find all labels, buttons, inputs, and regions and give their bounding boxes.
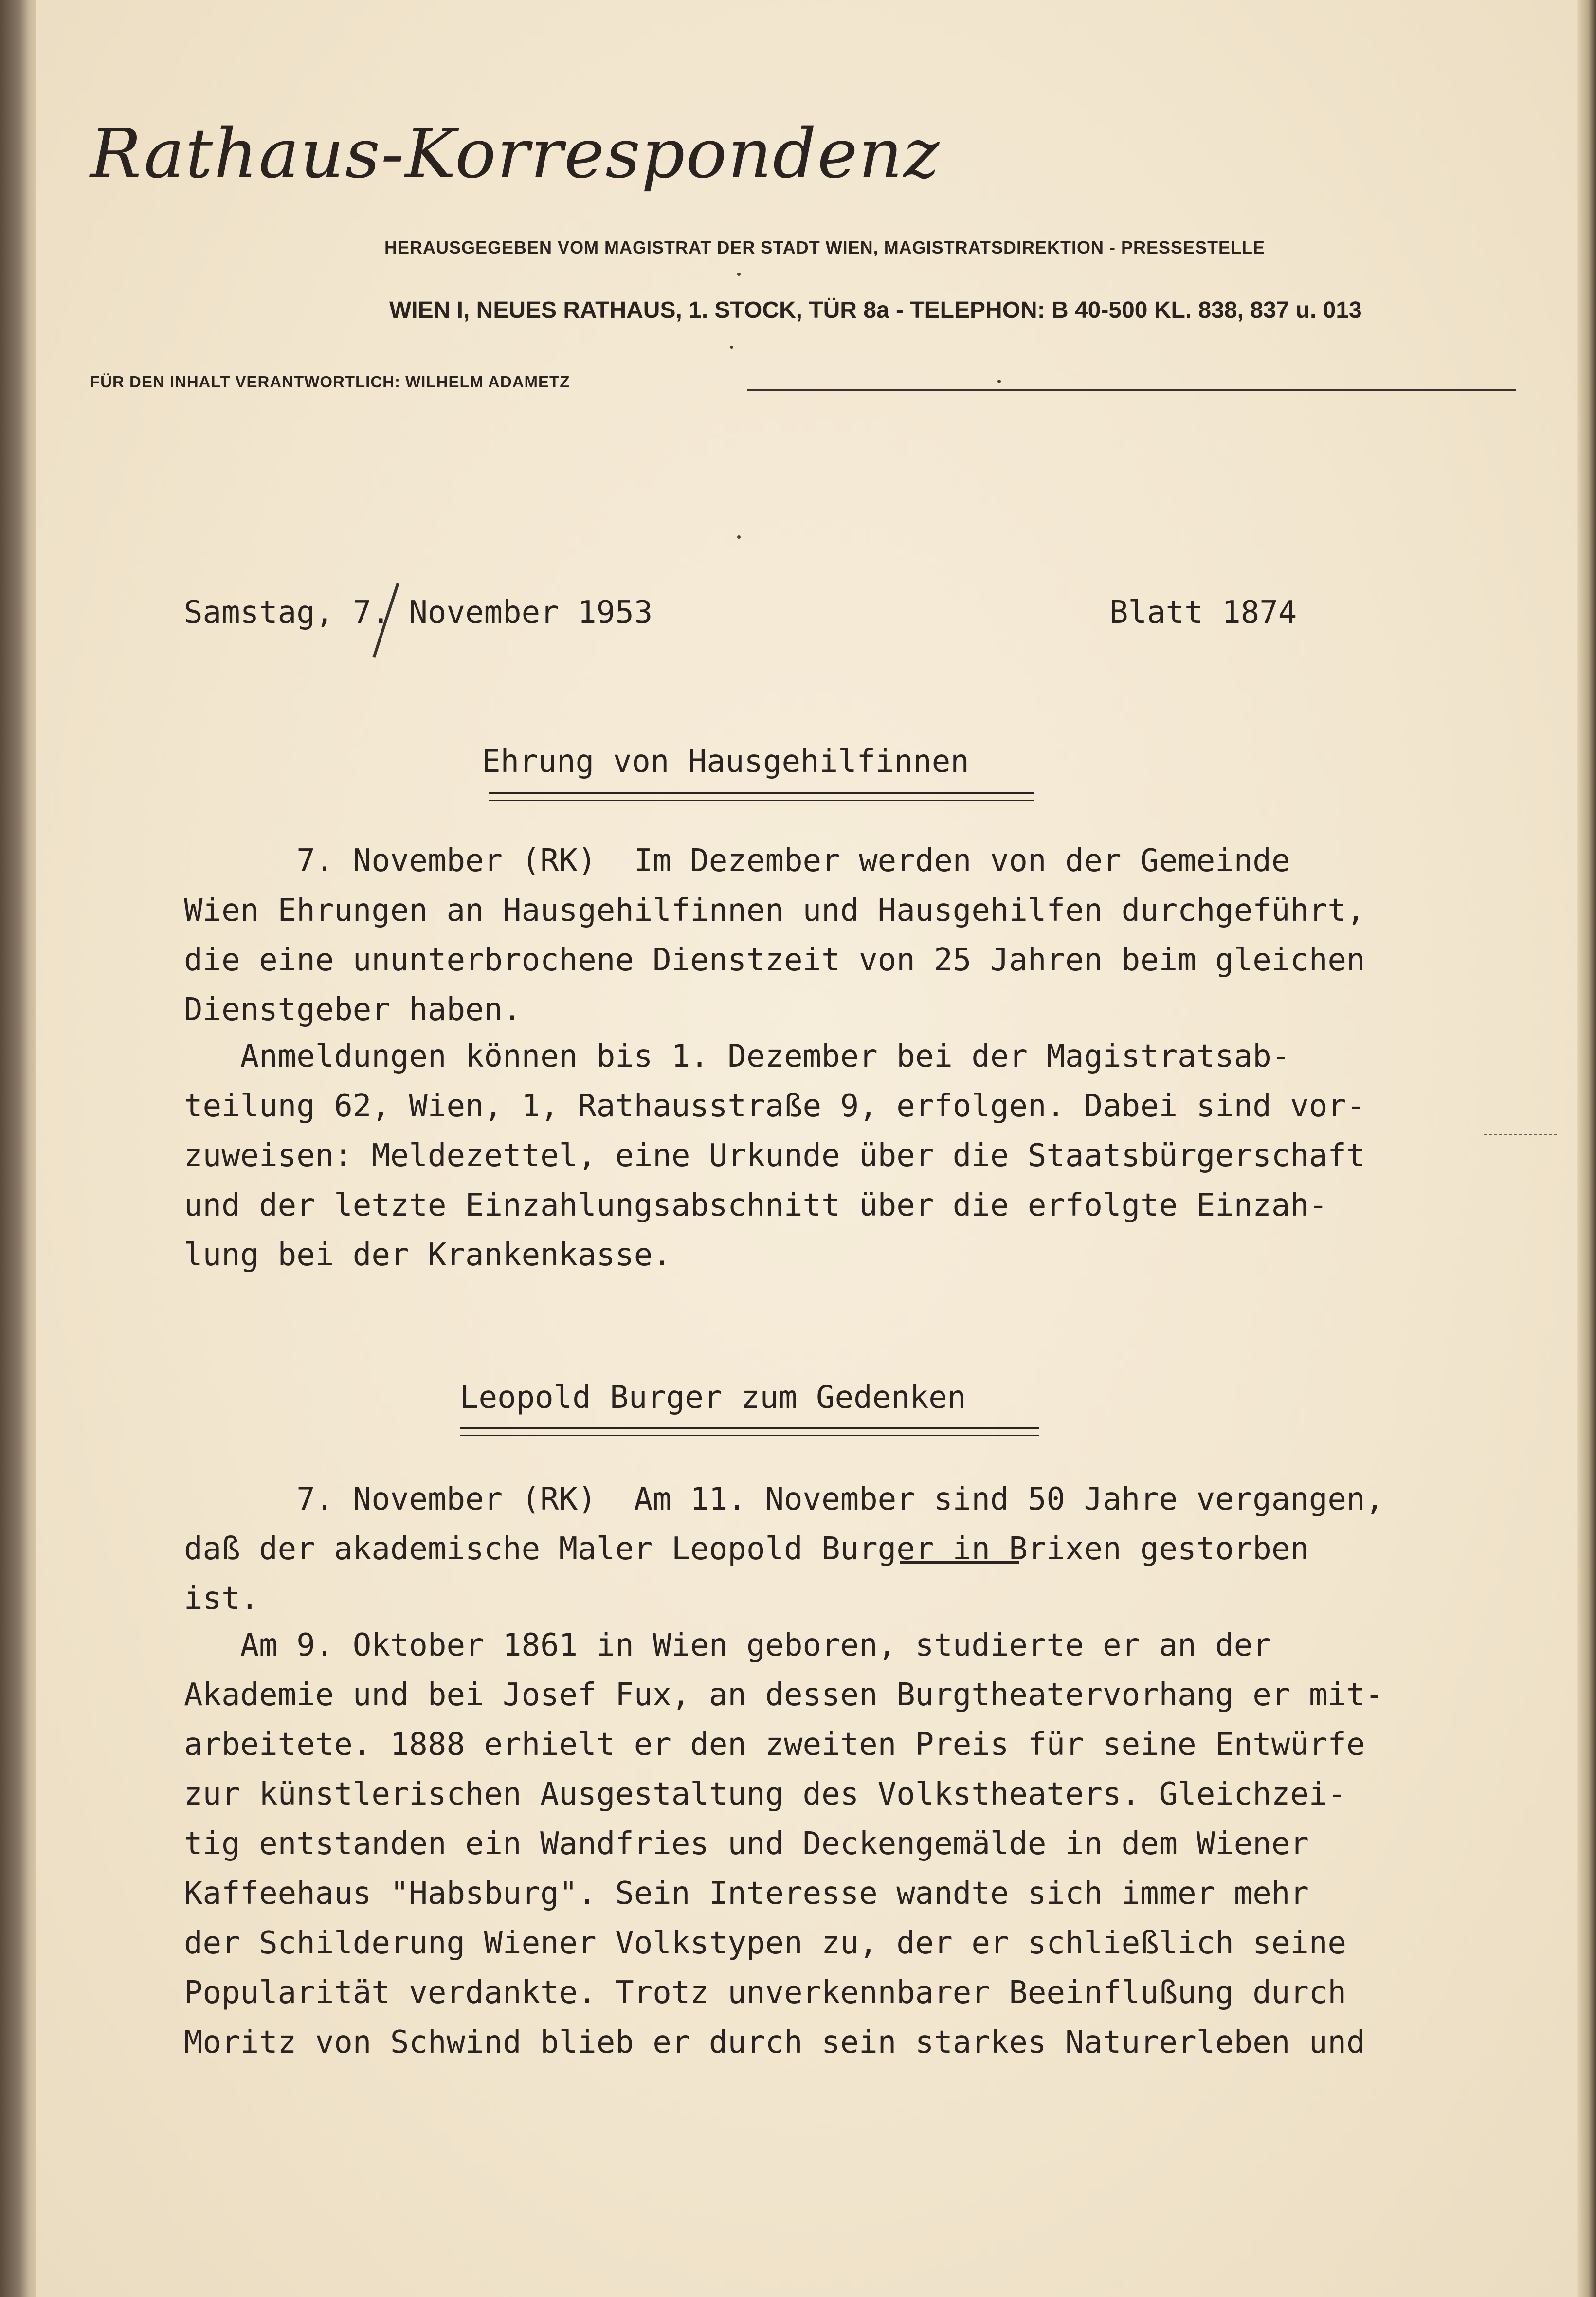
masthead-address: WIEN I, NEUES RATHAUS, 1. STOCK, TÜR 8a - TELEPHON: B 40-500 KL. 838, 837 u. 013 bbox=[389, 297, 1362, 323]
article-paragraph: Anmeldungen können bis 1. Dezember bei der Magistratsab- teilung 62, Wien, 1, Rathausstraße 9, erfolgen. Dabei sind vor- zuweisen: Meldezettel, eine Urkunde über die Staatsbürgerschaft und der letzte Einzahlungsabschnitt über die erfolgte Einzah- lung bei der Krankenkasse. bbox=[184, 1039, 1365, 1273]
paper-speck bbox=[737, 535, 741, 539]
paper-speck bbox=[737, 273, 741, 276]
issue-date: Samstag, 7. November 1953 bbox=[184, 595, 653, 631]
paper-speck bbox=[998, 380, 1001, 383]
article-heading: Ehrung von Hausgehilfinnen bbox=[482, 744, 969, 780]
masthead-title: Rathaus-Korrespondenz bbox=[90, 114, 941, 194]
masthead-publisher: HERAUSGEGEBEN VOM MAGISTRAT DER STADT WIEN, MAGISTRATSDIREKTION - PRESSESTELLE bbox=[384, 237, 1266, 257]
heading-double-underline bbox=[460, 1427, 1039, 1436]
paper-speck bbox=[730, 346, 733, 349]
article-paragraph: 7. November (RK) Am 11. November sind 50 Jahre vergangen, daß der akademische Maler Leopold Burger in Brixen gestorben ist. bbox=[184, 1481, 1384, 1617]
article-paragraph: 7. November (RK) Im Dezember werden von der Gemeinde Wien Ehrungen an Hausgehilfinnen und Hausgehilfen durchgeführt, die eine ununterbrochene Dienstzeit von 25 Jahren beim gleichen Dienstgeber haben. bbox=[184, 843, 1365, 1028]
sheet-number: Blatt 1874 bbox=[1109, 595, 1297, 631]
heading-double-underline bbox=[489, 792, 1034, 801]
margin-mark bbox=[1484, 1134, 1557, 1135]
document-page bbox=[36, 0, 1577, 2297]
page-edge bbox=[1577, 0, 1596, 2297]
name-underline bbox=[900, 1561, 1019, 1564]
article-paragraph: Am 9. Oktober 1861 in Wien geboren, studierte er an der Akademie und bei Josef Fux, an dessen Burgtheatervorhang er mit- arbeitete. 1888 erhielt er den zweiten Preis für seine Entwürfe zur künstlerischen Ausgestaltung des Volkstheaters. Gleichzei- tig entstanden ein Wandfries und Deckengemälde in dem Wiener Kaffeehaus "Habsburg". Sein Interesse wandte sich immer mehr der Schilderung Wiener Volkstypen zu, der er schließlich seine Popularität verdankte. Trotz unverkennbarer Beeinflußung durch Moritz von Schwind blieb er durch sein starkes Naturerleben und bbox=[184, 1627, 1384, 2060]
masthead-responsible: FÜR DEN INHALT VERANTWORTLICH: WILHELM ADAMETZ bbox=[90, 373, 570, 391]
article-heading: Leopold Burger zum Gedenken bbox=[460, 1380, 966, 1416]
masthead-rule bbox=[747, 389, 1516, 391]
